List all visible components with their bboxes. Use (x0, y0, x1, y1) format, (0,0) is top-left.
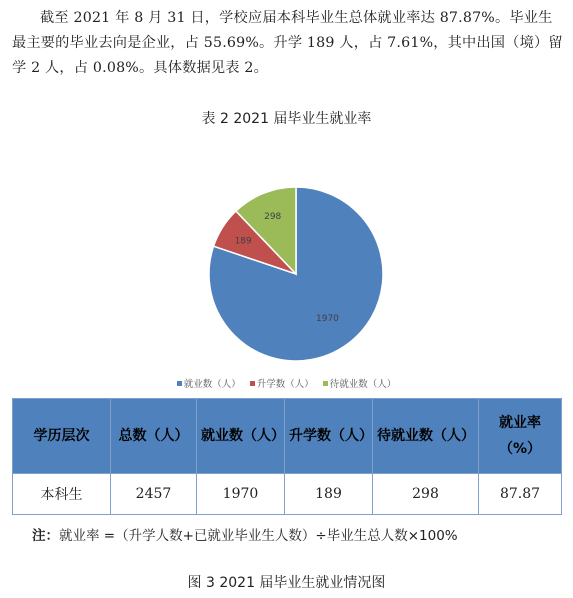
pie-slices (209, 187, 383, 361)
cell-awaiting: 298 (373, 474, 479, 515)
pie-data-label: 298 (264, 211, 282, 222)
table-header-row (13, 399, 562, 474)
header-employed: 就业数（人） (197, 399, 285, 474)
intro-paragraph: 截至 2021 年 8 月 31 日，学校应届本科毕业生总体就业率达 87.87%。毕业生最主要的毕业去向是企业，占 55.69%。升学 189 人，占 7.61%，其中出国（境）留学 2 人，占 0.08%。具体数据见表 2。 (12, 10, 563, 76)
legend-swatch (250, 381, 255, 386)
legend-item-further-study (250, 376, 314, 390)
pie-chart (0, 150, 573, 400)
legend-label: 升学数（人） (256, 379, 314, 390)
note-text: 就业率 =（升学人数+已就业毕业生人数）÷毕业生总人数×100% (59, 528, 458, 544)
legend-swatch (177, 381, 182, 386)
table-row (13, 474, 562, 515)
legend-label: 就业数（人） (183, 379, 241, 390)
pie-data-label: 1970 (316, 313, 339, 324)
header-awaiting: 待就业数（人） (373, 399, 479, 474)
cell-total: 2457 (111, 474, 197, 515)
legend-swatch (323, 381, 328, 386)
cell-employed: 1970 (197, 474, 285, 515)
employment-table (12, 398, 562, 515)
legend-item-employed (177, 376, 241, 390)
figure-caption: 图 3 2021 届毕业生就业情况图 (187, 575, 386, 591)
table-caption: 表 2 2021 届毕业生就业率 (201, 111, 372, 127)
formula-note (32, 524, 458, 544)
legend-label: 待就业数（人） (329, 379, 397, 390)
header-further-study: 升学数（人） (285, 399, 373, 474)
header-education-level: 学历层次 (13, 399, 111, 474)
pie-data-label: 189 (234, 236, 252, 247)
header-employment-rate: 就业率（%） (479, 399, 562, 474)
legend-item-awaiting (323, 376, 397, 390)
note-lead: 注： (32, 528, 59, 544)
cell-education-level: 本科生 (13, 474, 111, 515)
cell-employment-rate: 87.87 (479, 474, 562, 515)
cell-further-study: 189 (285, 474, 373, 515)
chart-legend (0, 376, 573, 390)
header-total: 总数（人） (111, 399, 197, 474)
